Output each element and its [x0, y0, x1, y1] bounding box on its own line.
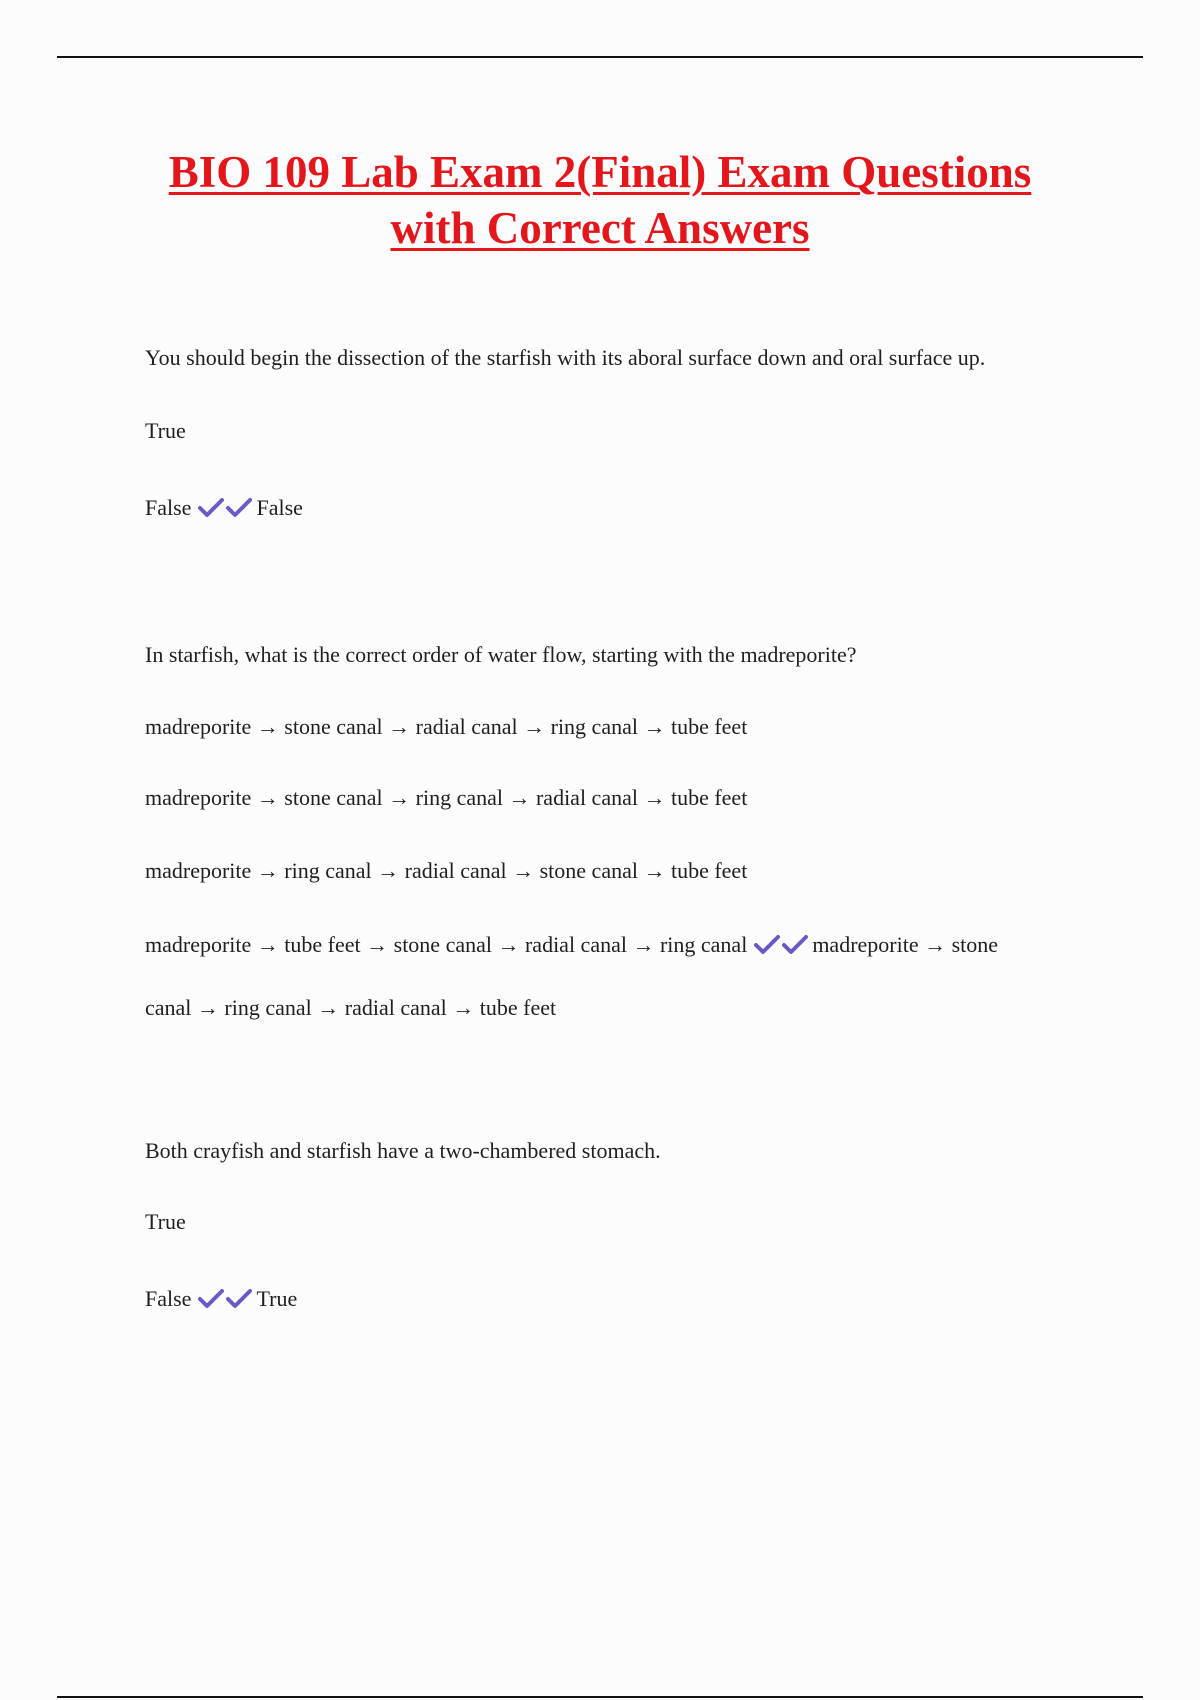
question-3-correct-answer: True	[256, 1286, 298, 1311]
question-2-correct-answer-part-2: canal → ring canal → radial canal → tube feet	[145, 995, 557, 1020]
check-icon	[781, 934, 809, 956]
check-icon	[225, 497, 253, 519]
question-2-option-3: madreporite → ring canal → radial canal → stone canal → tube feet	[145, 858, 748, 883]
bottom-rule	[57, 1696, 1143, 1698]
title-line-2: with Correct Answers	[390, 203, 810, 253]
question-1-option-2: False	[145, 495, 192, 520]
question-2-correct-answer-part-1: madreporite → stone	[812, 932, 999, 957]
question-3-answer-line	[145, 1285, 297, 1313]
check-icon	[197, 497, 225, 519]
question-2-option-4: madreporite → tube feet → stone canal → radial canal → ring canal	[145, 932, 748, 957]
question-3-option-1: True	[145, 1209, 186, 1234]
question-2-option-1: madreporite → stone canal → radial canal → ring canal → tube feet	[145, 714, 748, 739]
question-2-option-2: madreporite → stone canal → ring canal → radial canal → tube feet	[145, 785, 748, 810]
check-icon	[197, 1288, 225, 1310]
question-2-answer-line	[145, 931, 998, 959]
title-line-1: BIO 109 Lab Exam 2(Final) Exam Questions	[168, 147, 1032, 197]
question-1-text: You should begin the dissection of the starfish with its aboral surface down and oral surface up.	[145, 345, 986, 370]
question-1-option-1: True	[145, 418, 186, 443]
top-rule	[57, 56, 1143, 58]
check-icon	[225, 1288, 253, 1310]
check-icon	[753, 934, 781, 956]
document-title	[100, 144, 1100, 256]
question-1-answer-line	[145, 494, 303, 522]
question-2-text: In starfish, what is the correct order of water flow, starting with the madreporite?	[145, 642, 857, 667]
question-3-option-2: False	[145, 1286, 192, 1311]
question-3-text: Both crayfish and starfish have a two-chambered stomach.	[145, 1138, 661, 1163]
question-1-correct-answer: False	[256, 495, 303, 520]
